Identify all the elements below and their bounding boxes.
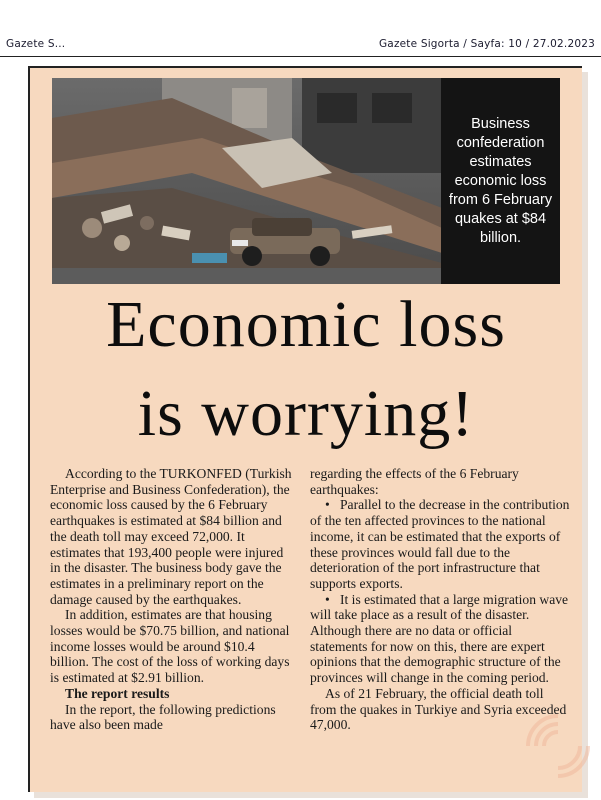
bullet-icon: • (325, 497, 330, 513)
publication-name: Gazete S... (6, 38, 66, 50)
paragraph: According to the TURKONFED (Turkish Enterprise and Business Confederation), the economic loss caused by the 6 February earthquakes is estimated at $84 billion and the death toll may exceed 72,000. It estimates that 193,400 people were injured in the disaster. The business body gave the estimates in a preliminary report on the damage caused by the earthquakes. (50, 466, 292, 607)
watermark-logo-icon (518, 706, 598, 786)
paragraph: As of 21 February, the official death toll from the quakes in Turkiye and Syria exceeded 47,000. (310, 685, 567, 733)
bullet-icon: • (325, 591, 330, 607)
news-clipping (28, 66, 582, 792)
bullet-text: Parallel to the decrease in the contribution of the ten affected provinces to the national income, it can be estimated that the exports of these provinces would fall due to the deterioration of the port infrastructure that supports exports. (310, 497, 570, 591)
article-column-1 (50, 466, 295, 733)
photo-caption: Business confederation estimates economic loss from 6 February quakes at $84 billion. (448, 115, 553, 246)
headline-line-1: Economic loss (106, 288, 506, 361)
paragraph: In addition, estimates are that housing losses would be $70.75 billion, and national income losses would be around $10.4 billion. The cost of the loss of working days is estimated at $2.91 billion. (50, 607, 290, 686)
page-header (0, 0, 601, 50)
bullet-item (310, 592, 572, 686)
subheading: The report results (65, 685, 170, 701)
publication-meta: Gazete Sigorta / Sayfa: 10 / 27.02.2023 (378, 38, 595, 50)
bullet-item (310, 497, 572, 591)
paragraph: In the report, the following predictions have also been made (50, 701, 276, 733)
article-column-2 (310, 466, 572, 733)
bullet-text: It is estimated that a large migration wave will take place as a result of the disaster. Although there are no data or official statements for now on this, there are expert opinions that the demographic structure of the provinces will change in the coming period. (310, 591, 569, 686)
paragraph: regarding the effects of the 6 February earthquakes: (310, 466, 519, 497)
headline-line-2: is worrying! (137, 377, 475, 450)
photo-caption-box (441, 78, 560, 284)
header-divider (0, 56, 601, 57)
